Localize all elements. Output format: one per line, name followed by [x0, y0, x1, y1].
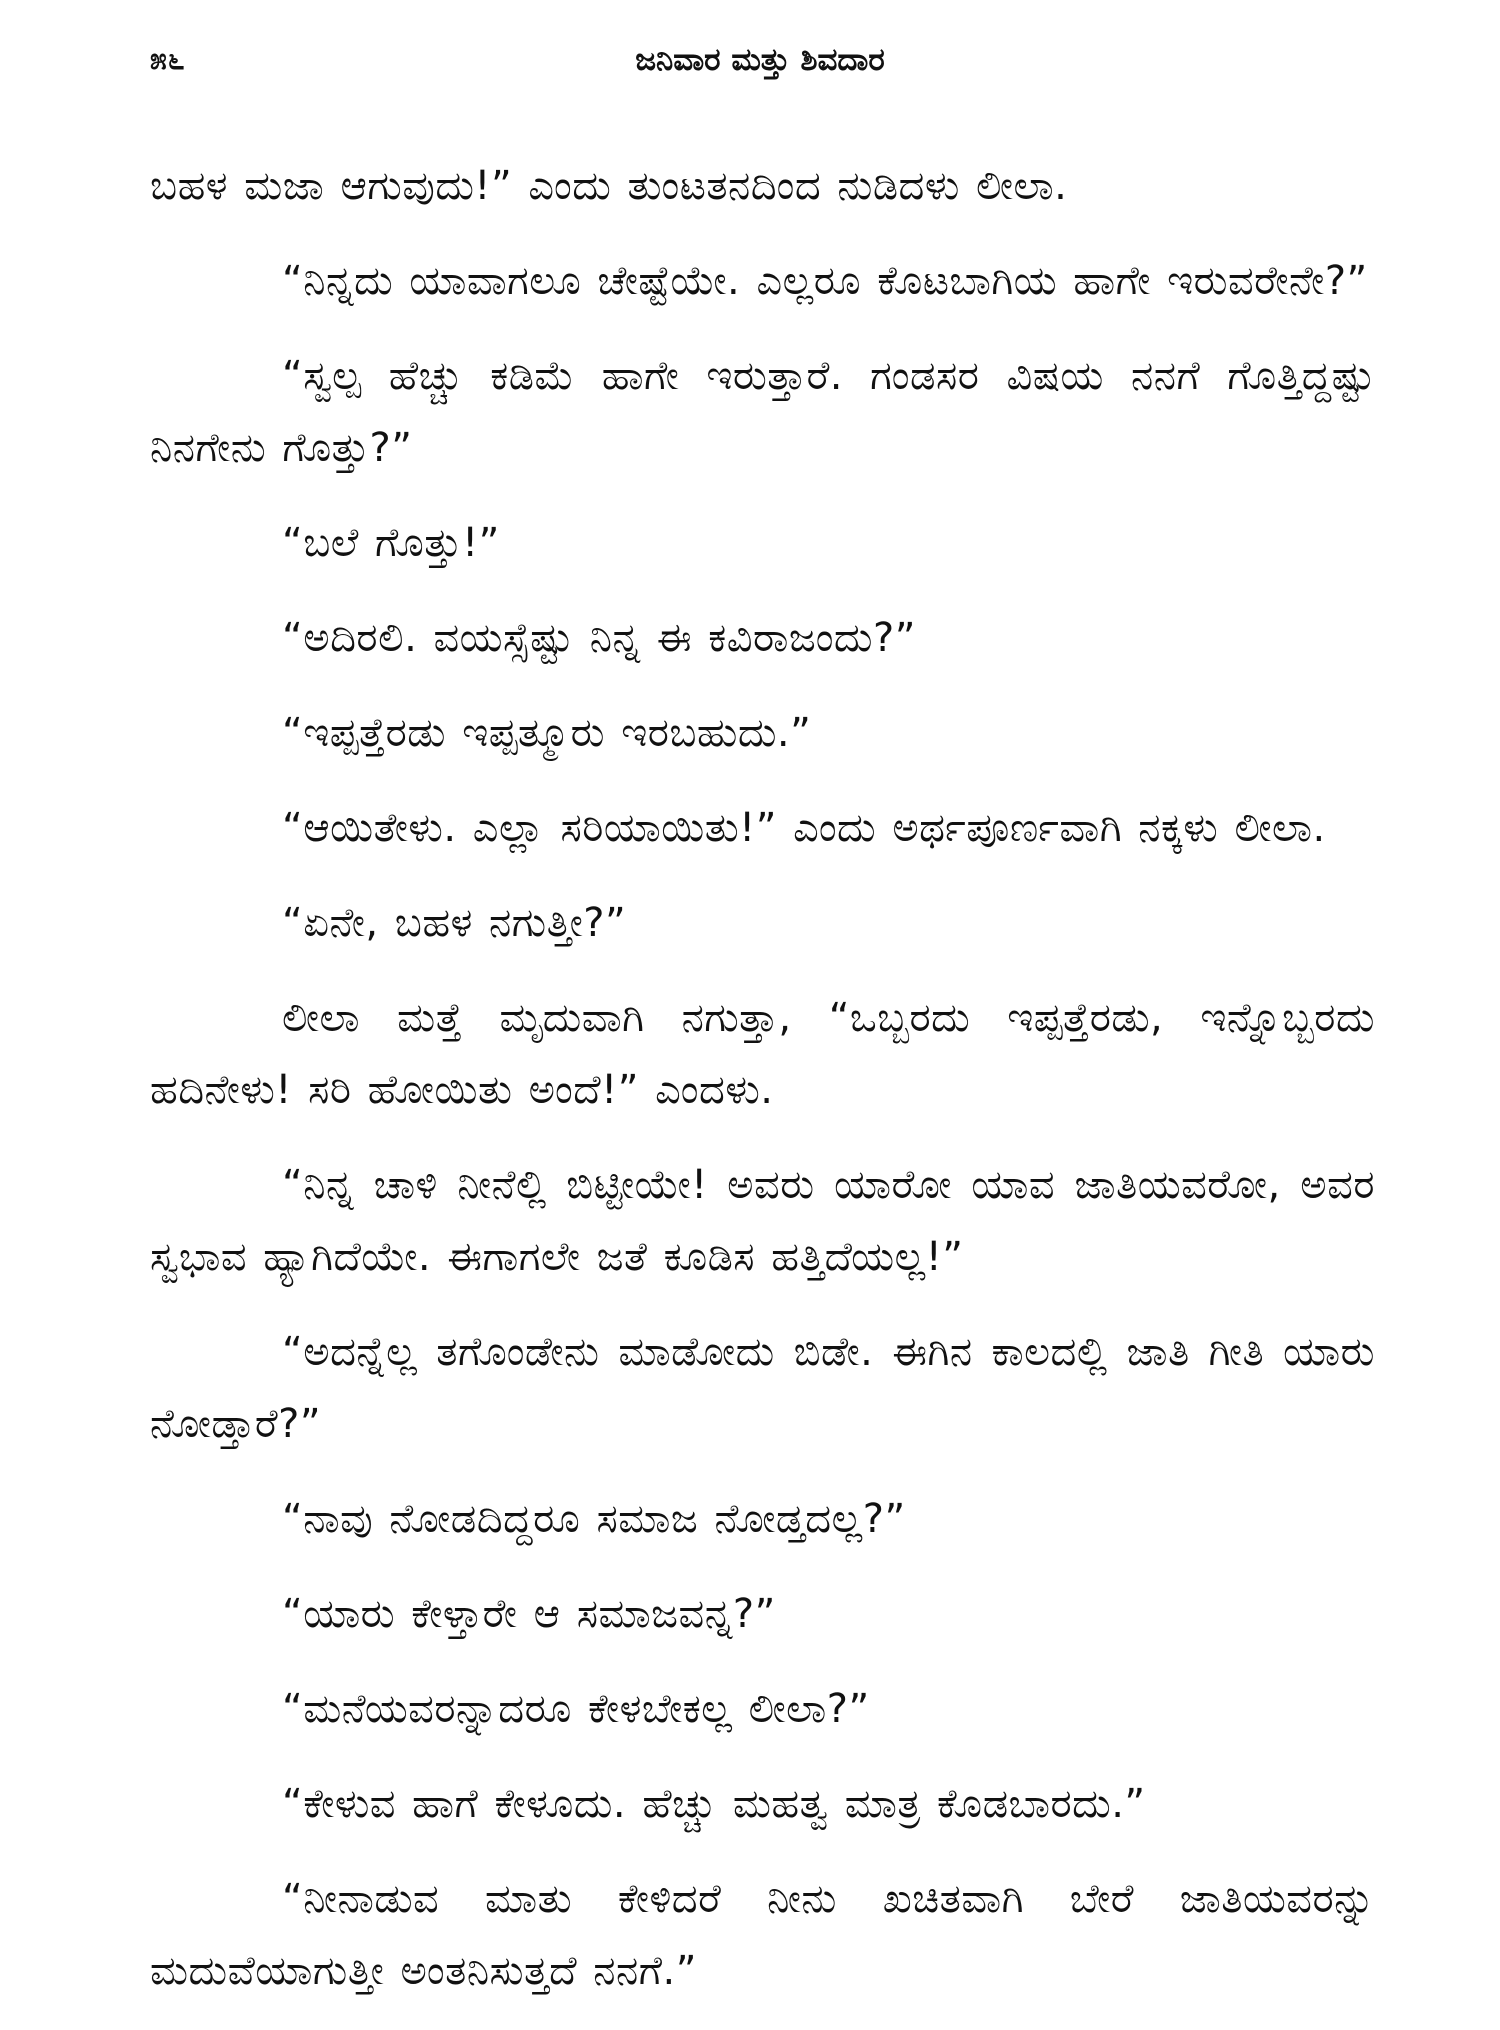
- paragraph: “ನಿನ್ನ ಚಾಳಿ ನೀನೆಲ್ಲಿ ಬಿಟ್ಟೀಯೇ! ಅವರು ಯಾರೋ ಯಾವ ಜಾತಿಯವರೋ, ಅವರ ಸ್ವಭಾವ ಹ್ಯಾಗಿದೆಯೇ. ಈಗಾಗಲೇ ಜತೆ ಕೂಡಿಸ ಹತ್ತಿದೆಯಲ್ಲ!”: [150, 1162, 1375, 1280]
- paragraph: ಲೀಲಾ ಮತ್ತೆ ಮೃದುವಾಗಿ ನಗುತ್ತಾ, “ಒಬ್ಬರದು ಇಪ್ಪತ್ತೆರಡು, ಇನ್ನೊಬ್ಬರದು ಹದಿನೇಳು! ಸರಿ ಹೋಯಿತು ಅಂದೆ!” ಎಂದಳು.: [150, 995, 1375, 1113]
- paragraph: “ನೀನಾಡುವ ಮಾತು ಕೇಳಿದರೆ ನೀನು ಖಚಿತವಾಗಿ ಬೇರೆ ಜಾತಿಯವರನ್ನು ಮದುವೆಯಾಗುತ್ತೀ ಅಂತನಿಸುತ್ತದೆ ನನಗೆ.”: [150, 1876, 1375, 1994]
- paragraph: “ಏನೇ, ಬಹಳ ನಗುತ್ತೀ?”: [282, 900, 627, 946]
- paragraph: “ಸ್ವಲ್ಪ ಹೆಚ್ಚು ಕಡಿಮೆ ಹಾಗೇ ಇರುತ್ತಾರೆ. ಗಂಡಸರ ವಿಷಯ ನನಗೆ ಗೊತ್ತಿದ್ದಷ್ಟು ನಿನಗೇನು ಗೊತ್ತು?”: [150, 353, 1375, 471]
- paragraph: “ನಿನ್ನದು ಯಾವಾಗಲೂ ಚೇಷ್ಟೆಯೇ. ಎಲ್ಲರೂ ಕೊಟಬಾಗಿಯ ಹಾಗೇ ಇರುವರೇನೇ?”: [282, 258, 1368, 304]
- running-header: [150, 42, 1370, 92]
- page-number: ೫೬: [150, 42, 186, 77]
- body-text: [150, 150, 1375, 2030]
- paragraph: “ಕೇಳುವ ಹಾಗೆ ಕೇಳೂದು. ಹೆಚ್ಚು ಮಹತ್ವ ಮಾತ್ರ ಕೊಡಬಾರದು.”: [282, 1781, 1146, 1827]
- paragraph: “ಅದಿರಲಿ. ವಯಸ್ಸೆಷ್ಟು ನಿನ್ನ ಈ ಕವಿರಾಜಂದು?”: [282, 615, 916, 661]
- paragraph: ಬಹಳ ಮಜಾ ಆಗುವುದು!” ಎಂದು ತುಂಟತನದಿಂದ ನುಡಿದಳು ಲೀಲಾ.: [150, 163, 1068, 209]
- paragraph: “ಆಯಿತೇಳು. ಎಲ್ಲಾ ಸರಿಯಾಯಿತು!” ಎಂದು ಅರ್ಥಪೂರ್ಣವಾಗಿ ನಕ್ಕಳು ಲೀಲಾ.: [282, 805, 1326, 851]
- paragraph: “ನಾವು ನೋಡದಿದ್ದರೂ ಸಮಾಜ ನೋಡ್ತದಲ್ಲ?”: [282, 1496, 906, 1542]
- paragraph: “ಯಾರು ಕೇಳ್ತಾರೇ ಆ ಸಮಾಜವನ್ನ?”: [282, 1591, 776, 1637]
- paragraph: “ಅದನ್ನೆಲ್ಲ ತಗೊಂಡೇನು ಮಾಡೋದು ಬಿಡೇ. ಈಗಿನ ಕಾಲದಲ್ಲಿ ಜಾತಿ ಗೀತಿ ಯಾರು ನೋಡ್ತಾರೆ?”: [150, 1329, 1375, 1447]
- chapter-title: ಜನಿವಾರ ಮತ್ತು ಶಿವದಾರ: [635, 42, 885, 78]
- paragraph: “ಬಲೆ ಗೊತ್ತು!”: [282, 520, 500, 566]
- paragraph: “ಇಪ್ಪತ್ತೆರಡು ಇಪ್ಪತ್ಮೂರು ಇರಬಹುದು.”: [282, 710, 812, 756]
- paragraph: “ಮನೆಯವರನ್ನಾದರೂ ಕೇಳಬೇಕಲ್ಲ ಲೀಲಾ?”: [282, 1686, 870, 1732]
